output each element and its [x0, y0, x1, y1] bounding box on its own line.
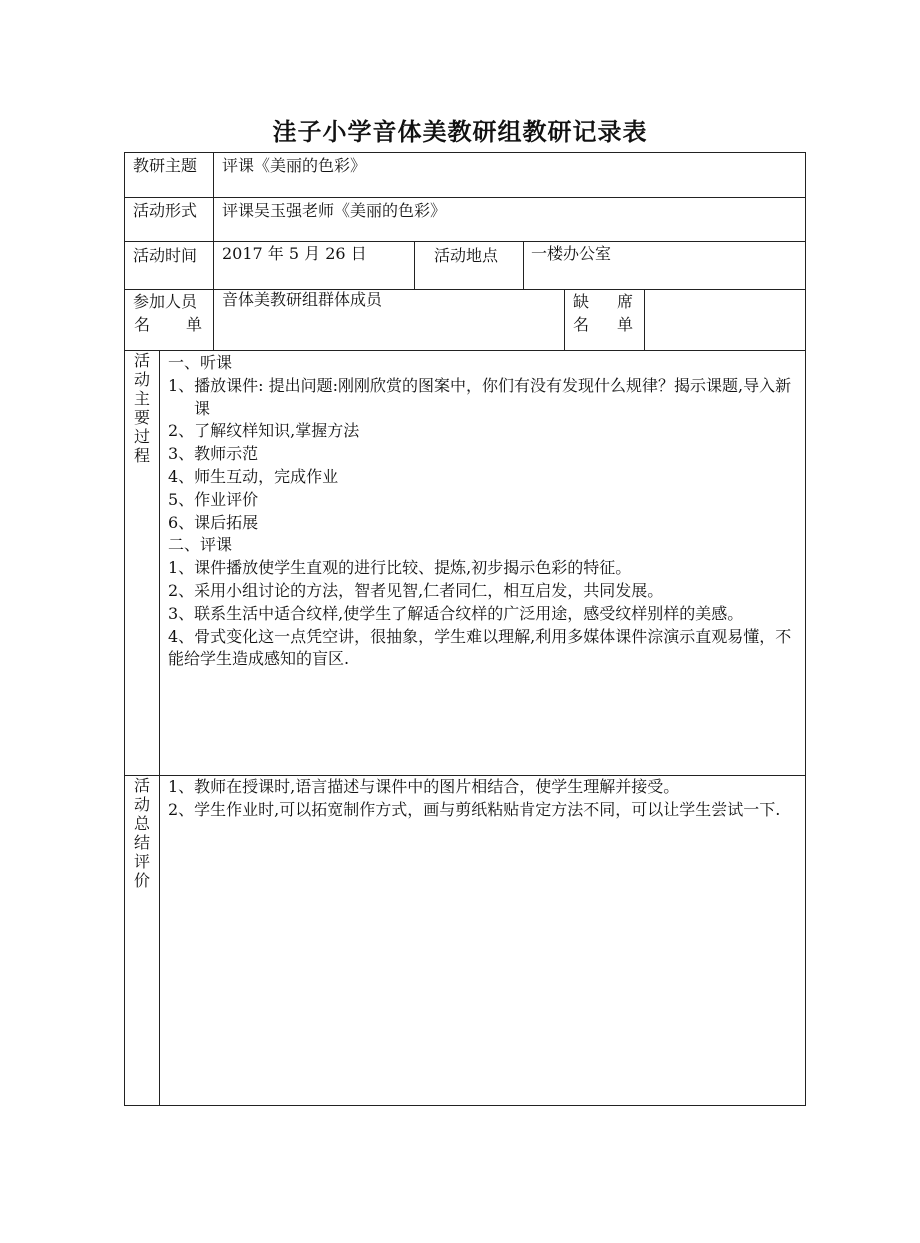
process-label-char: 动 — [133, 370, 150, 389]
summary-label-char: 动 — [133, 795, 150, 814]
participants-value: 音体美教研组群体成员 — [222, 290, 383, 309]
process-content — [168, 352, 800, 671]
form-value: 评课吴玉强老师《美丽的色彩》 — [222, 201, 447, 220]
process-label-char: 程 — [133, 446, 150, 465]
summary-label-char: 价 — [133, 871, 150, 890]
time-label: 活动时间 — [133, 246, 198, 265]
topic-value: 评课《美丽的色彩》 — [222, 156, 367, 175]
process-line: 4、骨式变化这一点凭空讲，很抽象，学生难以理解,利用多媒体课件淙演示直观易懂，不能给学生造成感知的盲区. — [168, 626, 792, 669]
participants-label-line2 — [134, 314, 202, 336]
time-value: 2017 年 5 月 26 日 — [222, 244, 367, 263]
process-line: 二、评课 — [168, 535, 233, 555]
absent-label-char-que: 缺 — [573, 292, 590, 311]
topic-label: 教研主题 — [133, 156, 198, 175]
process-line: 3、教师示范 — [168, 444, 259, 464]
process-line: 2、了解纹样知识,掌握方法 — [168, 421, 360, 441]
process-line: 5、作业评价 — [168, 489, 259, 509]
process-label-char: 过 — [133, 427, 150, 446]
process-label-char: 活 — [133, 351, 150, 370]
process-line: 1、播放课件: 提出问题:刚刚欣赏的图案中，你们有没有发现什么规律？揭示课题,导入新课 — [168, 375, 792, 418]
summary-content — [168, 776, 800, 822]
process-line: 6、课后拓展 — [168, 512, 259, 532]
process-line: 1、课件播放使学生直观的进行比较、提炼,初步揭示色彩的特征。 — [168, 558, 632, 578]
absent-label-char-xi: 席 — [616, 292, 633, 311]
process-line: 一、听课 — [168, 353, 233, 372]
participants-label-char-dan: 单 — [185, 315, 202, 334]
summary-label-char: 评 — [133, 852, 150, 871]
process-label — [132, 351, 152, 465]
summary-line: 1、教师在授课时,语言描述与课件中的图片相结合，使学生理解并接受。 — [168, 777, 680, 796]
process-label-char: 要 — [133, 408, 150, 427]
process-line: 4、师生互动，完成作业 — [168, 466, 339, 486]
absent-label-line1 — [573, 291, 633, 313]
absent-label-char-dan: 单 — [616, 315, 633, 334]
absent-label-line2 — [573, 314, 633, 336]
summary-label-char: 总 — [133, 814, 150, 833]
summary-line: 2、学生作业时,可以拓宽制作方式，画与剪纸粘贴肯定方法不同，可以让学生尝试一下. — [168, 799, 781, 819]
process-line: 2、采用小组讨论的方法，智者见智,仁者同仁，相互启发，共同发展。 — [168, 580, 664, 600]
process-line: 3、联系生活中适合纹样,使学生了解适合纹样的广泛用途，感受纹样别样的美感。 — [168, 603, 744, 623]
place-value: 一楼办公室 — [531, 244, 612, 263]
place-label: 活动地点 — [434, 246, 499, 265]
absent-label-char-ming: 名 — [573, 315, 590, 334]
summary-label — [132, 776, 152, 890]
summary-label-char: 活 — [133, 776, 150, 795]
summary-label-char: 结 — [133, 833, 150, 852]
form-label: 活动形式 — [133, 201, 198, 220]
participants-label-char-ming: 名 — [134, 315, 151, 334]
page-title: 洼子小学音体美教研组教研记录表 — [272, 117, 648, 146]
participants-label-line1: 参加人员 — [133, 292, 198, 311]
process-label-char: 主 — [133, 389, 150, 408]
